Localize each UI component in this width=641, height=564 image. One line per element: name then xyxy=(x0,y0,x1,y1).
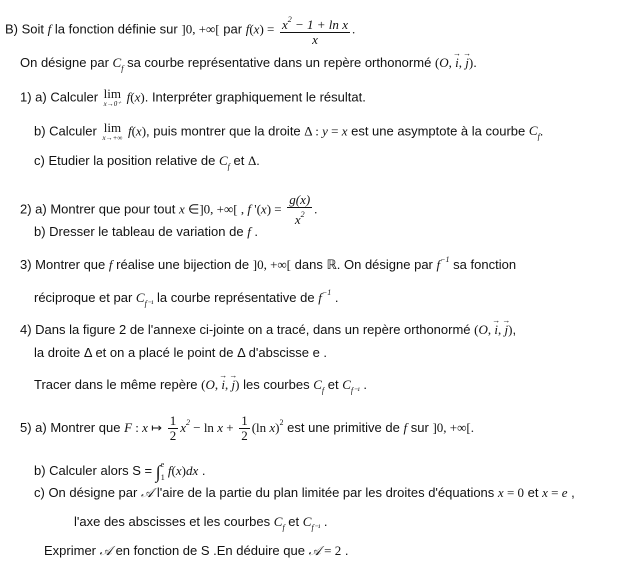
question-3: 3) Montrer que f réalise une bijection de ]0, +∞[ dans ℝ. On désigne par $f^{-1}$ sa fonction xyxy=(20,255,517,272)
question-4: 4) Dans la figure 2 de l'annexe ci-jointe on a tracé, dans un repère orthonormé (O, → i, → j), xyxy=(20,322,516,338)
text: la droite Δ et on a placé le point de Δ d'abscisse e . xyxy=(34,345,328,360)
text: est une primitive de xyxy=(287,419,400,435)
text: dans xyxy=(294,257,323,272)
text: b) Calculer xyxy=(34,123,97,139)
text: les courbes xyxy=(243,377,310,392)
statement-curve: On désigne par $C_f$ sa courbe représentative dans un repère orthonormé (O, → i, → j). xyxy=(20,55,477,77)
text: la courbe représentative de xyxy=(157,290,315,305)
text: la fonction définie sur xyxy=(54,21,178,37)
problem-statement: B) Soit f la fonction définie sur ]0, +∞[ par f(x) = $\frac{x^2 - 1 + \ln x}{x}$ . xyxy=(5,15,356,47)
text: c) Etudier la position relative de xyxy=(34,153,216,168)
question-2a: 2) a) Montrer que pour tout x ∈]0, +∞[ , f '(x) = $\frac{g(x)}{x^2}$ . xyxy=(20,192,318,227)
text: par xyxy=(223,21,243,37)
question-5b: b) Calculer alors $S = \int_1^e$ f(x)dx . xyxy=(34,460,206,482)
text: sa courbe représentative dans un repère orthonormé xyxy=(127,55,432,70)
text: B) Soit xyxy=(5,21,45,37)
question-4-line3: Tracer dans le même repère (O, → i, → j) les courbes $C_f$ et $C_{f^{-1}}$ . xyxy=(34,377,367,399)
text: 1) a) Calculer xyxy=(20,89,99,105)
question-5c-line2: l'axe des abscisses et les courbes $C_f$ et $C_{f^{-1}}$ . xyxy=(74,514,328,532)
text: b) Calculer alors S = xyxy=(34,463,153,478)
text: réciproque et par xyxy=(34,290,133,305)
text: , puis montrer que la droite xyxy=(146,123,301,139)
text: et xyxy=(327,377,339,392)
question-1b: b) Calculer lim x→+∞ f(x), puis montrer que la droite Δ : y = x est une asymptote à la courbe $C_f$. xyxy=(34,120,544,142)
question-1c: c) Etudier la position relative de $C_f$ et Δ. xyxy=(34,153,260,171)
text: . Interpréter graphiquement le résultat. xyxy=(144,89,366,105)
text: 2) a) Montrer que pour tout xyxy=(20,201,176,217)
question-4-line2 xyxy=(34,345,327,361)
text: 5) a) Montrer que xyxy=(20,419,121,435)
text: réalise une bijection de xyxy=(116,257,250,272)
text: et xyxy=(288,514,300,529)
question-5c: c) On désigne par 𝒜 l'aire de la partie du plan limitée par les droites d'équations x = 0 et x = e , xyxy=(34,485,575,501)
text: 3) Montrer que xyxy=(20,257,106,272)
text: sa fonction xyxy=(453,257,517,272)
text: Tracer dans le même repère xyxy=(34,377,198,392)
question-5a: 5) a) Montrer que F : x ↦ $\frac{1}{2}$ $x^2 - \ln x$ + $\frac{1}{2}$ (ln x)$^2$ est une primitive de f sur ]0, +∞[. xyxy=(20,413,474,443)
text: b) Dresser le tableau de variation de xyxy=(34,224,244,239)
text: en fonction de S .En déduire que xyxy=(115,543,305,558)
text: est une asymptote à la courbe xyxy=(351,123,526,139)
text: l'axe des abscisses et les courbes xyxy=(74,514,271,529)
text: et xyxy=(527,485,539,500)
text: On désigne par xyxy=(20,55,109,70)
text: et xyxy=(233,153,245,168)
text: c) On désigne par xyxy=(34,485,138,500)
question-5c-line3: Exprimer 𝒜 en fonction de S .En déduire que 𝒜 = 2 . xyxy=(44,543,349,559)
text: Exprimer xyxy=(44,543,97,558)
question-1a: 1) a) Calculer lim x→0⁺ f(x). Interpréter graphiquement le résultat. xyxy=(20,86,366,108)
text: . On désigne par xyxy=(336,257,433,272)
text: sur xyxy=(410,419,429,435)
text: 4) Dans la figure 2 de l'annexe ci-jointe on a tracé, dans un repère orthonormé xyxy=(20,322,471,337)
question-3-cont: réciproque et par $C_{f^{-1}}$ la courbe représentative de $f^{-1}$ . xyxy=(34,288,339,308)
text: l'aire de la partie du plan limitée par les droites d'équations xyxy=(156,485,495,500)
question-2b: b) Dresser le tableau de variation de f . xyxy=(34,224,259,239)
